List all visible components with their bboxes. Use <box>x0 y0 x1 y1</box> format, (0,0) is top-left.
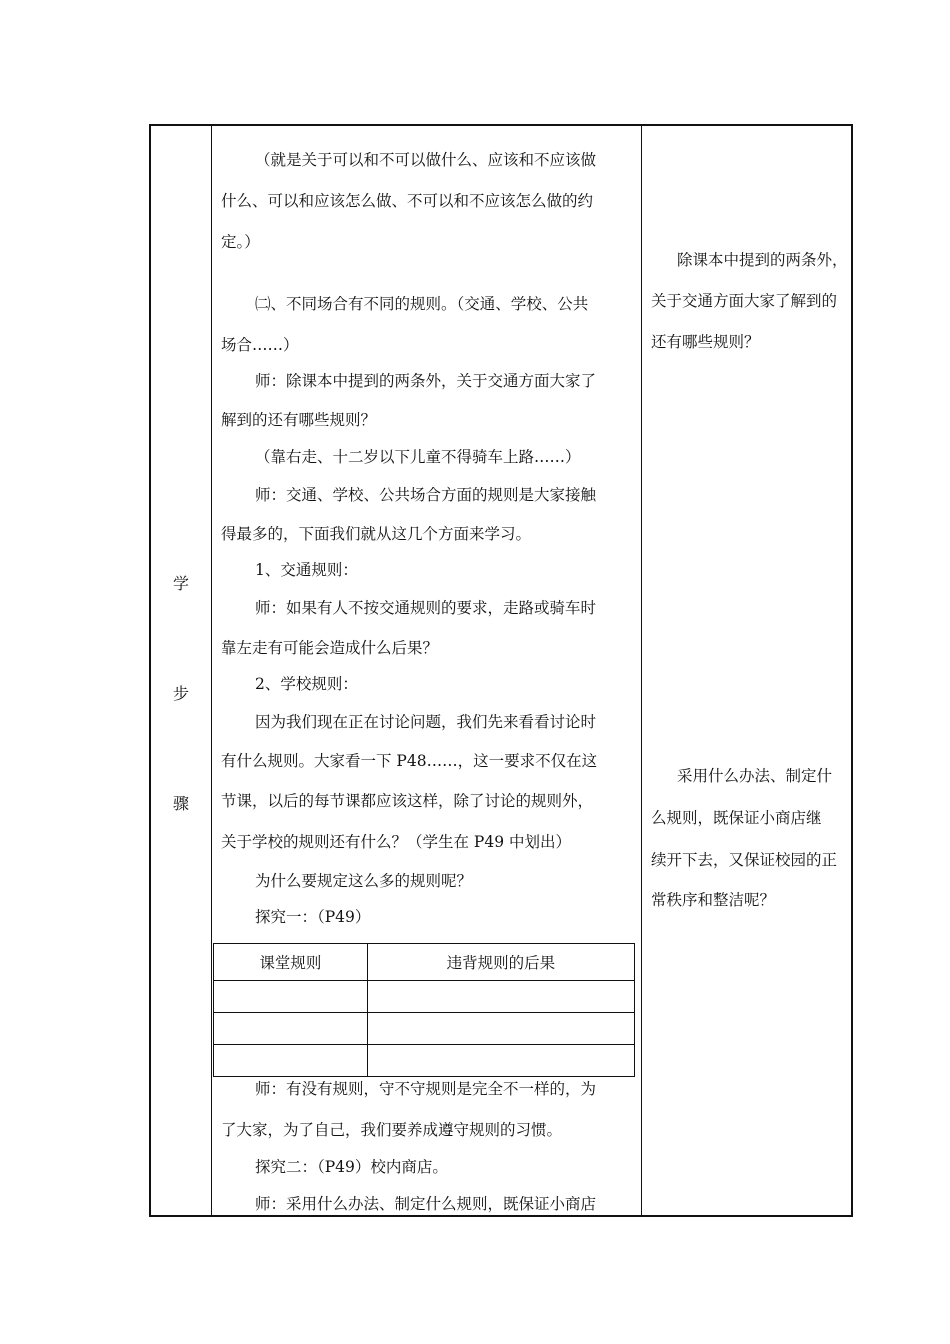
note-line: 采用什么办法、制定什 <box>677 767 833 785</box>
table-cell <box>214 981 368 1013</box>
column-header-rules: 课堂规则 <box>214 944 368 981</box>
table-cell <box>367 1013 634 1045</box>
paragraph-line: （靠右走、十二岁以下儿童不得骑车上路……） <box>255 448 581 466</box>
table-cell <box>214 1045 368 1077</box>
column-divider-left <box>211 126 212 1215</box>
paragraph-line: 师：有没有规则，守不守规则是完全不一样的，为 <box>255 1080 597 1098</box>
paragraph-line: 师：如果有人不按交通规则的要求，走路或骑车时 <box>255 599 597 617</box>
paragraph-line: 场合……） <box>221 336 299 354</box>
paragraph-line: 师：采用什么办法、制定什么规则，既保证小商店 <box>255 1195 597 1213</box>
paragraph-line: 什么、可以和应该怎么做、不可以和不应该怎么做的约 <box>221 192 594 210</box>
paragraph-line: 2、学校规则： <box>255 675 358 693</box>
table-row <box>214 1013 635 1045</box>
paragraph-line: 解到的还有哪些规则？ <box>221 411 377 429</box>
side-label-char-2: 步 <box>172 684 189 703</box>
paragraph-line: 师：交通、学校、公共场合方面的规则是大家接触 <box>255 486 597 504</box>
side-label-char-3: 骤 <box>172 794 189 813</box>
side-label-char-1: 学 <box>172 574 189 593</box>
note-line: 常秩序和整洁呢？ <box>651 891 776 909</box>
column-header-consequences: 违背规则的后果 <box>367 944 634 981</box>
note-line: 除课本中提到的两条外， <box>677 251 848 269</box>
paragraph-line: 靠左走有可能会造成什么后果？ <box>221 639 439 657</box>
paragraph-line: ㈡、不同场合有不同的规则。（交通、学校、公共 <box>255 295 589 313</box>
lesson-table <box>149 124 853 1217</box>
paragraph-line: 了大家，为了自己，我们要养成遵守规则的习惯。 <box>221 1121 563 1139</box>
note-line: 还有哪些规则？ <box>651 333 760 351</box>
note-line: 续开下去，又保证校园的正 <box>651 851 838 869</box>
paragraph-line: 探究二：（P49）校内商店。 <box>255 1158 448 1176</box>
paragraph-line: 因为我们现在正在讨论问题，我们先来看看讨论时 <box>255 713 597 731</box>
table-cell <box>214 1013 368 1045</box>
column-divider-right <box>641 126 642 1215</box>
table-row <box>214 1045 635 1077</box>
paragraph-line: （就是关于可以和不可以做什么、应该和不应该做 <box>255 151 597 169</box>
paragraph-line: 定。） <box>221 233 260 251</box>
paragraph-line: 关于学校的规则还有什么？（学生在 P49 中划出） <box>221 833 572 851</box>
paragraph-line: 有什么规则。大家看一下 P48……，这一要求不仅在这 <box>221 752 598 770</box>
paragraph-line: 为什么要规定这么多的规则呢？ <box>255 872 473 890</box>
paragraph-line: 节课，以后的每节课都应该这样，除了讨论的规则外， <box>221 792 594 810</box>
note-line: 关于交通方面大家了解到的 <box>651 292 838 310</box>
table-cell <box>367 1045 634 1077</box>
paragraph-line: 探究一：（P49） <box>255 908 371 926</box>
note-line: 么规则，既保证小商店继 <box>651 809 822 827</box>
paragraph-line: 得最多的，下面我们就从这几个方面来学习。 <box>221 525 532 543</box>
inquiry-table <box>213 943 635 1077</box>
table-row <box>214 981 635 1013</box>
paragraph-line: 师：除课本中提到的两条外，关于交通方面大家了 <box>255 372 597 390</box>
inquiry-table-header-row <box>214 944 635 981</box>
table-cell <box>367 981 634 1013</box>
paragraph-line: 1、交通规则： <box>255 561 358 579</box>
